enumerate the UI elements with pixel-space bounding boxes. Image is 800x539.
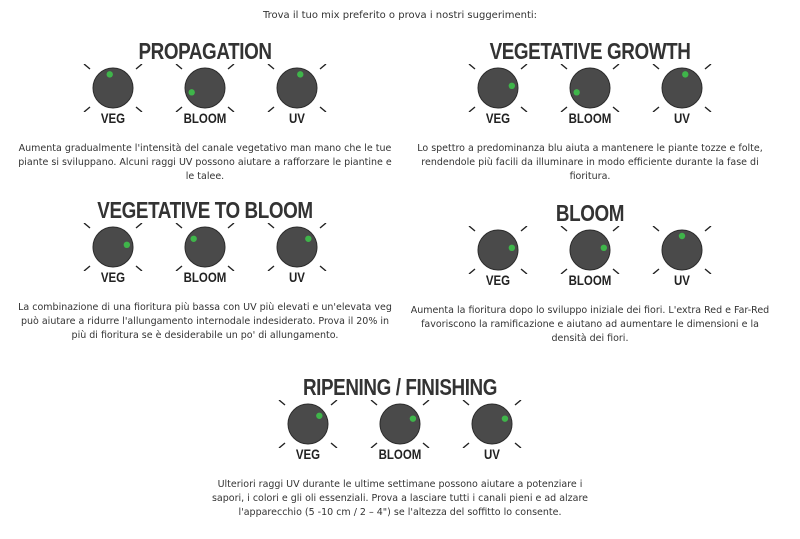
knob-tick <box>136 64 142 69</box>
knob-tick <box>331 400 337 405</box>
knob-indicator-dot <box>573 89 579 95</box>
knob-indicator-dot <box>509 83 515 89</box>
section-description: Aumenta gradualmente l'intensità del canale vegetativo man mano che le tue piante si sviluppano. Alcuni raggi UV possono aiutare a rafforzare le piantine e le talee. <box>18 143 392 182</box>
knob-dial <box>468 64 528 112</box>
knob-label: UV <box>484 446 500 462</box>
knob-veg[interactable] <box>278 400 338 474</box>
knob-body <box>185 68 225 108</box>
section-description: Aumenta la fioritura dopo lo sviluppo iniziale dei fiori. L'extra Red e Far-Red favoriscono la ramificazione e aiutano ad aumentare le dimensioni e la densità dei fiori. <box>410 305 770 344</box>
knob-indicator-dot <box>305 236 311 242</box>
knob-indicator-dot <box>502 415 508 421</box>
section-vegetative-growth <box>405 38 775 184</box>
knob-indicator-dot <box>679 233 685 239</box>
knob-label: UV <box>289 110 305 126</box>
knob-body <box>570 68 610 108</box>
knob-dial <box>560 226 620 274</box>
knob-body <box>288 404 328 444</box>
knob-tick <box>561 226 567 231</box>
knob-indicator-dot <box>601 245 607 251</box>
knob-tick <box>653 226 659 231</box>
knob-body <box>277 227 317 267</box>
knob-label: VEG <box>295 446 321 462</box>
knob-indicator-dot <box>188 89 194 95</box>
knob-label: BLOOM <box>568 110 612 126</box>
knob-tick <box>279 400 285 405</box>
knob-row <box>468 64 712 138</box>
knob-body <box>472 404 512 444</box>
knob-tick <box>423 400 429 405</box>
section-title: VEGETATIVE GROWTH <box>489 38 691 64</box>
knob-tick <box>469 226 475 231</box>
knob-label: VEG <box>485 110 511 126</box>
knob-indicator-dot <box>297 71 303 77</box>
knob-uv[interactable] <box>652 64 712 138</box>
knob-label: VEG <box>485 272 511 288</box>
knob-tick <box>268 64 274 69</box>
knob-tick <box>84 64 90 69</box>
knob-bloom[interactable] <box>175 64 235 138</box>
knob-tick <box>320 64 326 69</box>
section-title: BLOOM <box>555 200 625 226</box>
section-title: PROPAGATION <box>138 38 272 64</box>
knob-label: VEG <box>100 269 126 285</box>
knob-bloom[interactable] <box>175 223 235 297</box>
section-title: VEGETATIVE TO BLOOM <box>97 197 313 223</box>
knob-label: BLOOM <box>378 446 422 462</box>
knob-row <box>83 64 327 138</box>
knob-tick <box>515 400 521 405</box>
knob-dial <box>468 226 528 274</box>
knob-dial <box>267 64 327 112</box>
knob-label: BLOOM <box>568 272 612 288</box>
section-title: RIPENING / FINISHING <box>302 374 498 400</box>
knob-indicator-dot <box>682 71 688 77</box>
knob-uv[interactable] <box>267 223 327 297</box>
knob-tick <box>561 64 567 69</box>
knob-veg[interactable] <box>468 64 528 138</box>
knob-indicator-dot <box>190 236 196 242</box>
knob-body <box>277 68 317 108</box>
knob-tick <box>613 64 619 69</box>
knob-veg[interactable] <box>83 64 143 138</box>
knob-uv[interactable] <box>462 400 522 474</box>
section-description: Lo spettro a predominanza blu aiuta a mantenere le piante tozze e folte, rendendole più facili da illuminare in modo efficiente durante la fase di fioritura. <box>417 143 763 182</box>
knob-uv[interactable] <box>652 226 712 300</box>
section-ripening-finishing <box>208 374 592 520</box>
knob-tick <box>653 64 659 69</box>
section-bloom <box>405 200 775 346</box>
knob-bloom[interactable] <box>560 226 620 300</box>
knob-label: BLOOM <box>183 269 227 285</box>
knob-dial <box>652 64 712 112</box>
knob-label: UV <box>674 110 690 126</box>
knob-dial <box>83 64 143 112</box>
knob-body <box>185 227 225 267</box>
knob-body <box>662 68 702 108</box>
knob-tick <box>320 223 326 228</box>
knob-label: UV <box>674 272 690 288</box>
knob-dial <box>370 400 430 448</box>
knob-tick <box>705 226 711 231</box>
knob-tick <box>228 64 234 69</box>
knob-tick <box>268 223 274 228</box>
knob-bloom[interactable] <box>560 64 620 138</box>
knob-uv[interactable] <box>267 64 327 138</box>
knob-bloom[interactable] <box>370 400 430 474</box>
knob-veg[interactable] <box>468 226 528 300</box>
knob-indicator-dot <box>316 413 322 419</box>
knob-dial <box>462 400 522 448</box>
knob-dial <box>83 223 143 271</box>
knob-body <box>380 404 420 444</box>
knob-indicator-dot <box>124 242 130 248</box>
knob-dial <box>278 400 338 448</box>
knob-tick <box>176 64 182 69</box>
knob-row <box>468 226 712 300</box>
knob-tick <box>521 64 527 69</box>
knob-dial <box>267 223 327 271</box>
knob-tick <box>84 223 90 228</box>
section-propagation <box>15 38 395 184</box>
section-description: Ulteriori raggi UV durante le ultime settimane possono aiutare a potenziare i sapori, i colori e gli oli essenziali. Prova a lasciare tutti i canali pieni e ad alzare l'apparecchio (5 -10 cm / 2 – 4") se l'altezza del soffitto lo consente. <box>211 479 589 518</box>
knob-tick <box>521 226 527 231</box>
section-description: La combinazione di una fioritura più bassa con UV più elevati e un'elevata veg può aiutare a ridurre l'allungamento internodale indesiderato. Prova il 20% in più di fioritura se è desiderabile un po' di allungamento. <box>18 302 392 341</box>
intro-text: Trova il tuo mix preferito o prova i nostri suggerimenti: <box>262 10 538 21</box>
knob-label: BLOOM <box>183 110 227 126</box>
knob-indicator-dot <box>509 245 515 251</box>
knob-row <box>83 223 327 297</box>
knob-dial <box>175 223 235 271</box>
knob-tick <box>371 400 377 405</box>
knob-dial <box>175 64 235 112</box>
knob-indicator-dot <box>107 71 113 77</box>
knob-tick <box>463 400 469 405</box>
knob-tick <box>176 223 182 228</box>
knob-label: VEG <box>100 110 126 126</box>
knob-dial <box>652 226 712 274</box>
knob-label: UV <box>289 269 305 285</box>
knob-tick <box>136 223 142 228</box>
knob-tick <box>228 223 234 228</box>
knob-tick <box>613 226 619 231</box>
knob-row <box>278 400 522 474</box>
knob-indicator-dot <box>410 415 416 421</box>
knob-veg[interactable] <box>83 223 143 297</box>
knob-dial <box>560 64 620 112</box>
section-vegetative-to-bloom <box>15 197 395 343</box>
knob-body <box>93 68 133 108</box>
knob-tick <box>469 64 475 69</box>
knob-tick <box>705 64 711 69</box>
